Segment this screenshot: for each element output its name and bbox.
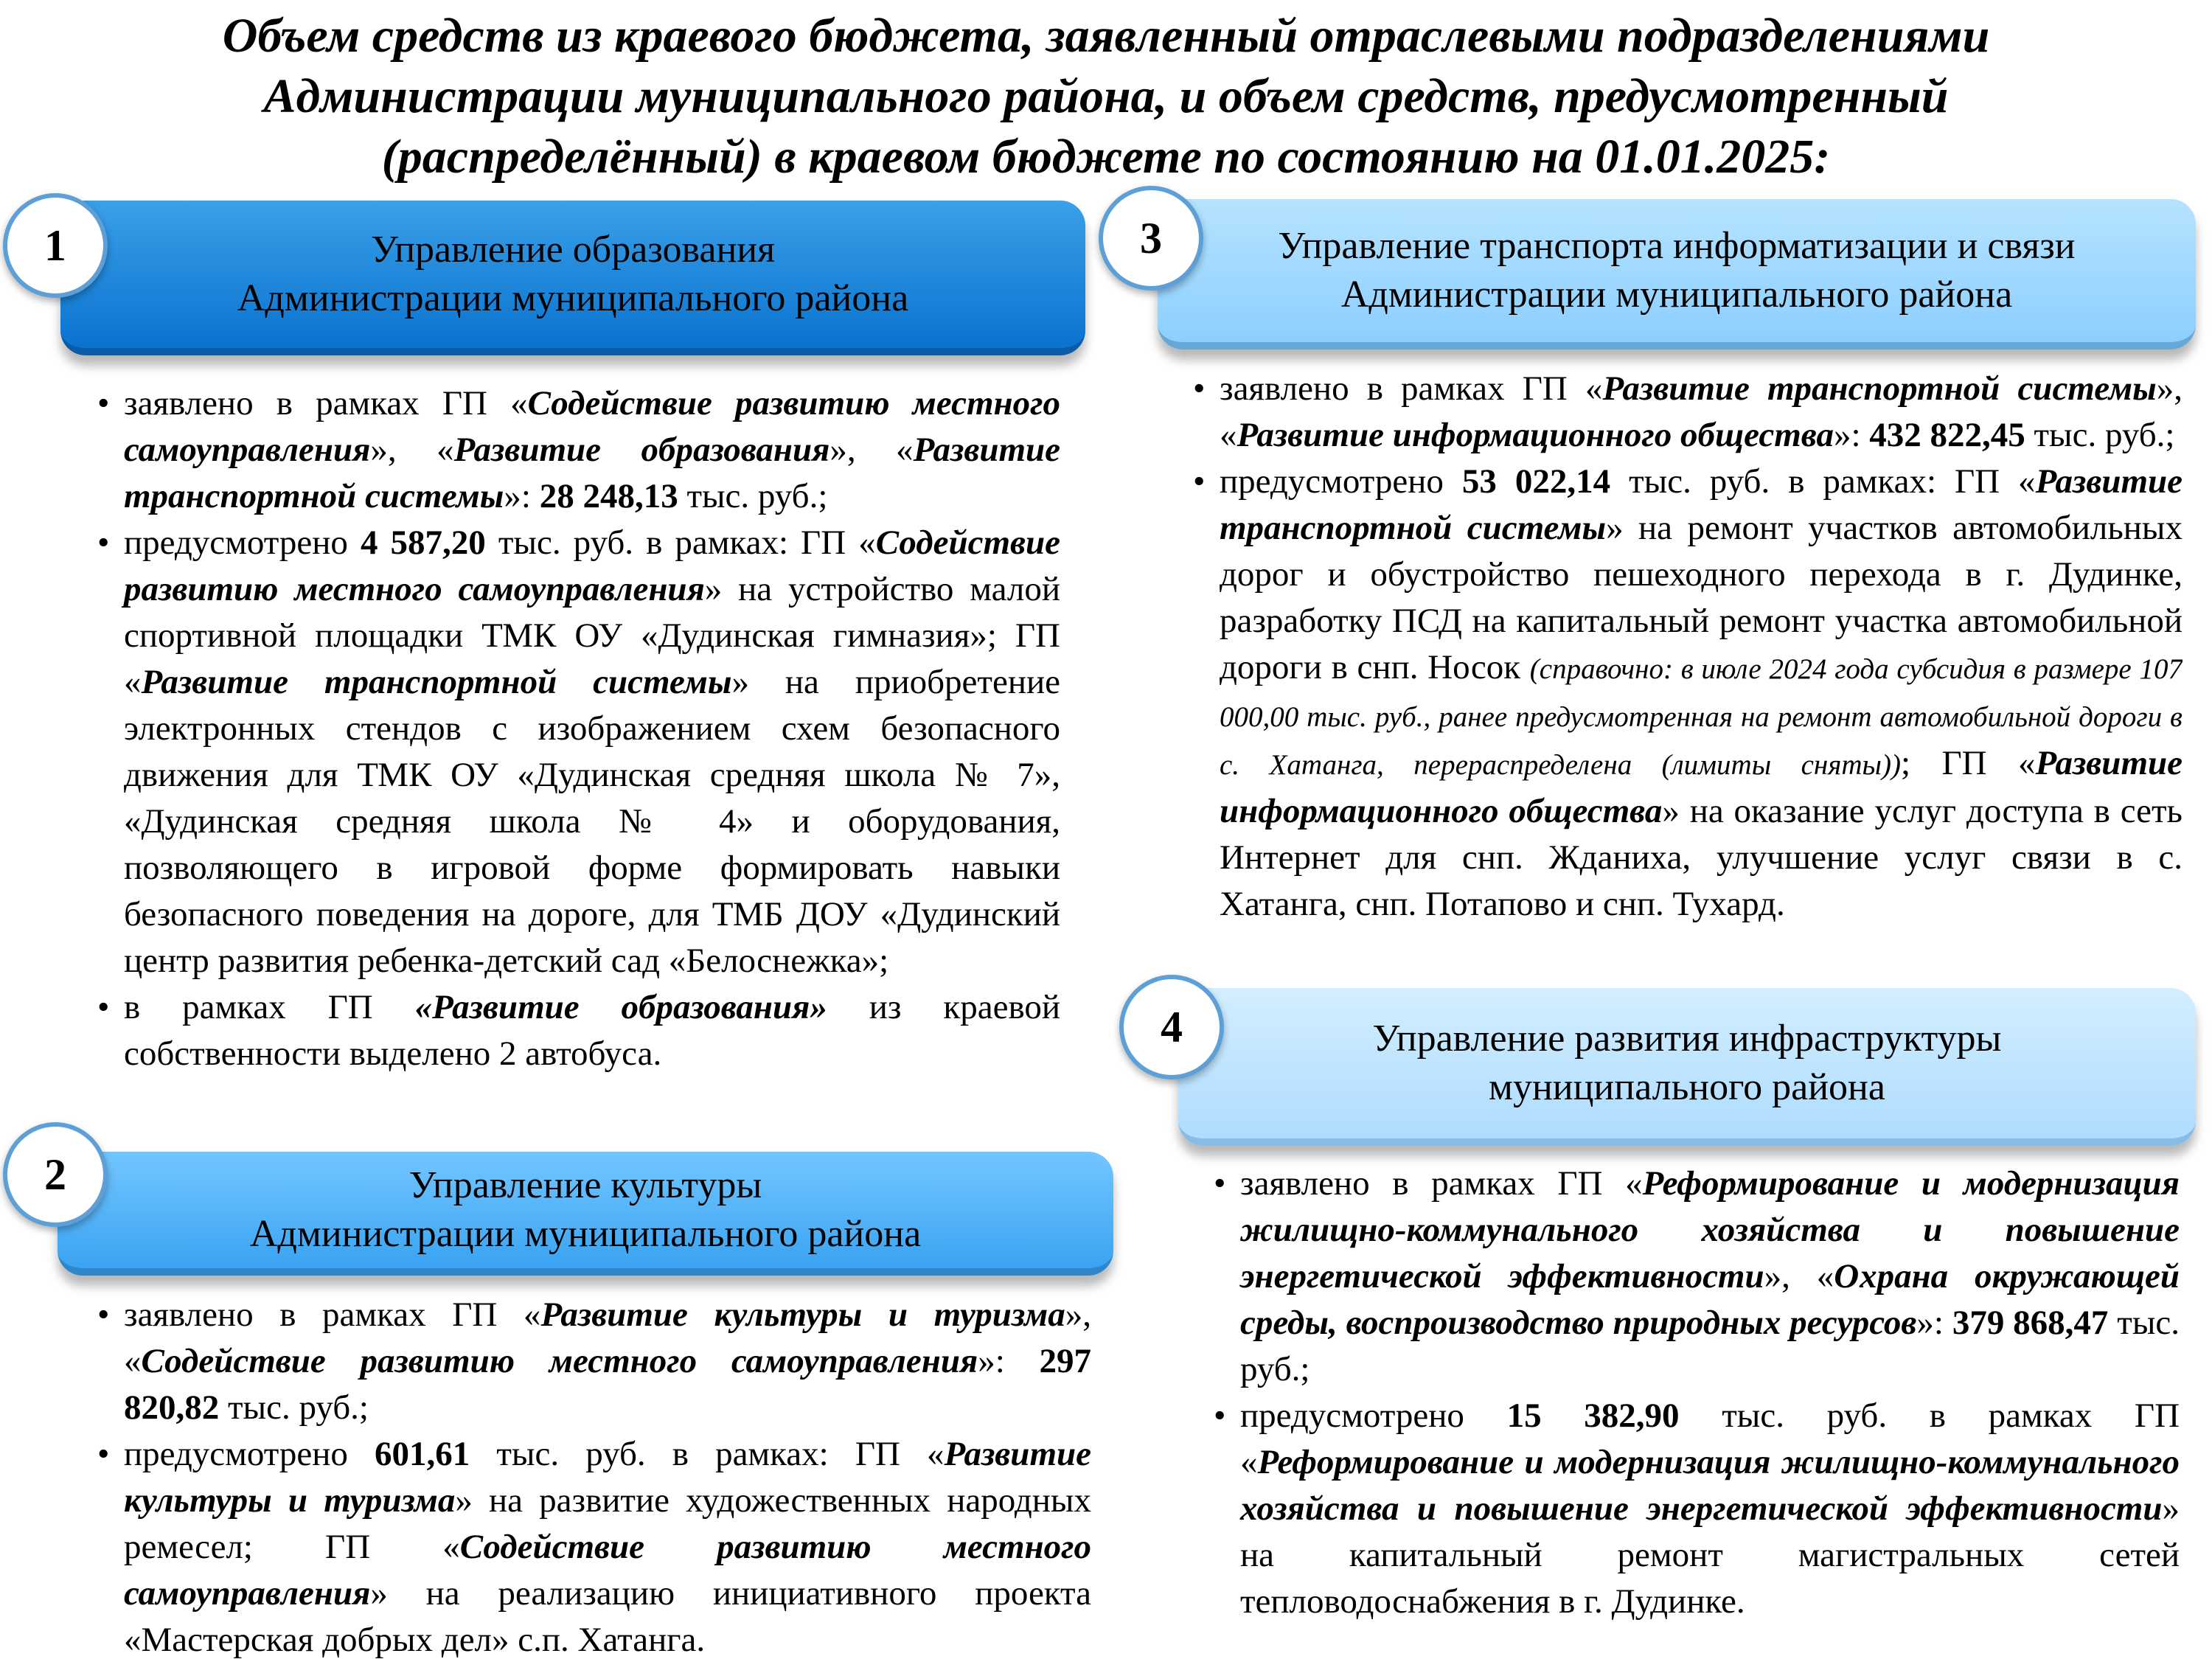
section-3-reference-note: (справочно: в июле 2024 года субсидия в размере 107 000,00 тыс. руб., ранее предусмотренная на ремонт автомобильной дороги в с. Хатанга, перераспределена (лимиты сняты)) xyxy=(1220,653,2183,781)
section-2-number-badge: 2 xyxy=(3,1122,108,1227)
section-3-item-provided: • предусмотрено 53 022,14 тыс. руб. в рамках: ГП «Развитие транспортной системы» на ремонт участков автомобильных дорог и обустройство пешеходного перехода в г. Дудинке, разработку ПСД на капитальный ремонт участка автомобильной дороги в снп. Носок (справочно: в июле 2024 года субсидия в размере 107 000,00 тыс. руб., ранее предусмотренная на ремонт автомобильной дороги в с. Хатанга, перераспределена (лимиты сняты)); ГП «Развитие информационного общества» на оказание услуг доступа в сеть Интернет для снп. Жданиха, улучшение услуг связи в с. Хатанга, снп. Потапово и снп. Тухард. xyxy=(1190,459,2183,928)
section-1-header-line-2: Администрации муниципального района xyxy=(237,277,909,319)
section-3-header xyxy=(1158,199,2196,349)
section-4-header-line-2: муниципального района xyxy=(1489,1066,1885,1108)
section-1-item-provided: • предусмотрено 4 587,20 тыс. руб. в рамках: ГП «Содействие развитию местного самоуправления» на устройство малой спортивной площадки ТМК ОУ «Дудинская гимназия»; ГП «Развитие транспортной системы» на приобретение электронных стендов с изображением схем безопасного движения для ТМК ОУ «Дудинская средняя школа № 7», «Дудинская средняя школа № 4» и оборудования, позволяющего в игровой форме формировать навыки безопасного поведения на дороге, для ТМБ ДОУ «Дудинский центр развития ребенка-детский сад «Белоснежка»; xyxy=(94,520,1060,984)
section-4-item-declared: • заявлено в рамках ГП «Реформирование и модернизация жилищно-коммунального хозяйства и повышение энергетической эффективности», «Охрана окружающей среды, воспроизводство природных ресурсов»: 379 868,47 тыс. руб.; xyxy=(1211,1161,2180,1393)
section-2-item-provided: • предусмотрено 601,61 тыс. руб. в рамках: ГП «Развитие культуры и туризма» на развитие художественных народных ремесел; ГП «Содействие развитию местного самоуправления» на реализацию инициативного проекта «Мастерская добрых дел» с.п. Хатанга. xyxy=(94,1431,1091,1659)
section-3-header-line-1: Управление транспорта информатизации и связи xyxy=(1278,225,2076,267)
section-4-header-line-1: Управление развития инфраструктуры xyxy=(1372,1018,2002,1060)
section-2-declared-amount: 297 820,82 xyxy=(124,1342,1091,1427)
section-4-number-badge: 4 xyxy=(1119,975,1224,1079)
section-1-number-badge: 1 xyxy=(3,193,108,298)
section-3-declared-amount: 432 822,45 xyxy=(1869,416,2025,454)
title-line-3: (распределённый) в краевом бюджете по состоянию на 01.01.2025: xyxy=(381,130,1831,184)
section-2-item-declared: • заявлено в рамках ГП «Развитие культуры и туризма», «Содействие развитию местного самоуправления»: 297 820,82 тыс. руб.; xyxy=(94,1292,1091,1431)
section-1-list xyxy=(94,380,1060,1149)
section-1-item-buses: • в рамках ГП «Развитие образования» из краевой собственности выделено 2 автобуса. xyxy=(94,984,1060,1077)
section-3-provided-amount: 53 022,14 xyxy=(1461,462,1611,501)
section-1-header xyxy=(60,201,1085,355)
section-1-declared-amount: 28 248,13 xyxy=(539,477,678,515)
title-line-2: Администрации муниципального района, и объем средств, предусмотренный xyxy=(263,69,1949,123)
section-3-list xyxy=(1190,366,2183,985)
section-1-header-line-1: Управление образования xyxy=(370,229,776,271)
section-2-header-line-2: Администрации муниципального района xyxy=(249,1213,922,1255)
section-3-item-declared: • заявлено в рамках ГП «Развитие транспортной системы», «Развитие информационного общества»: 432 822,45 тыс. руб.; xyxy=(1190,366,2183,459)
section-2-header-line-1: Управление культуры xyxy=(408,1164,762,1206)
section-4-declared-amount: 379 868,47 xyxy=(1952,1304,2109,1342)
section-4-header xyxy=(1178,988,2196,1146)
section-2-list xyxy=(94,1292,1091,1659)
section-4-item-provided: • предусмотрено 15 382,90 тыс. руб. в рамках ГП «Реформирование и модернизация жилищно-коммунального хозяйства и повышение энергетической эффективности» на капитальный ремонт магистральных сетей тепловодоснабжения в г. Дудинке. xyxy=(1211,1393,2180,1625)
section-4-provided-amount: 15 382,90 xyxy=(1506,1397,1680,1435)
section-3-header-line-2: Администрации муниципального района xyxy=(1340,274,2013,316)
page-title xyxy=(44,6,2168,187)
section-3-number-badge: 3 xyxy=(1099,186,1203,291)
section-2-provided-amount: 601,61 xyxy=(375,1435,470,1473)
section-1-item-declared: • заявлено в рамках ГП «Содействие развитию местного самоуправления», «Развитие образования», «Развитие транспортной системы»: 28 248,13 тыс. руб.; xyxy=(94,380,1060,520)
title-line-1: Объем средств из краевого бюджета, заявленный отраслевыми подразделениями xyxy=(222,9,1990,63)
section-1-provided-amount: 4 587,20 xyxy=(360,524,486,562)
section-2-header xyxy=(58,1152,1113,1276)
section-4-list xyxy=(1211,1161,2180,1659)
